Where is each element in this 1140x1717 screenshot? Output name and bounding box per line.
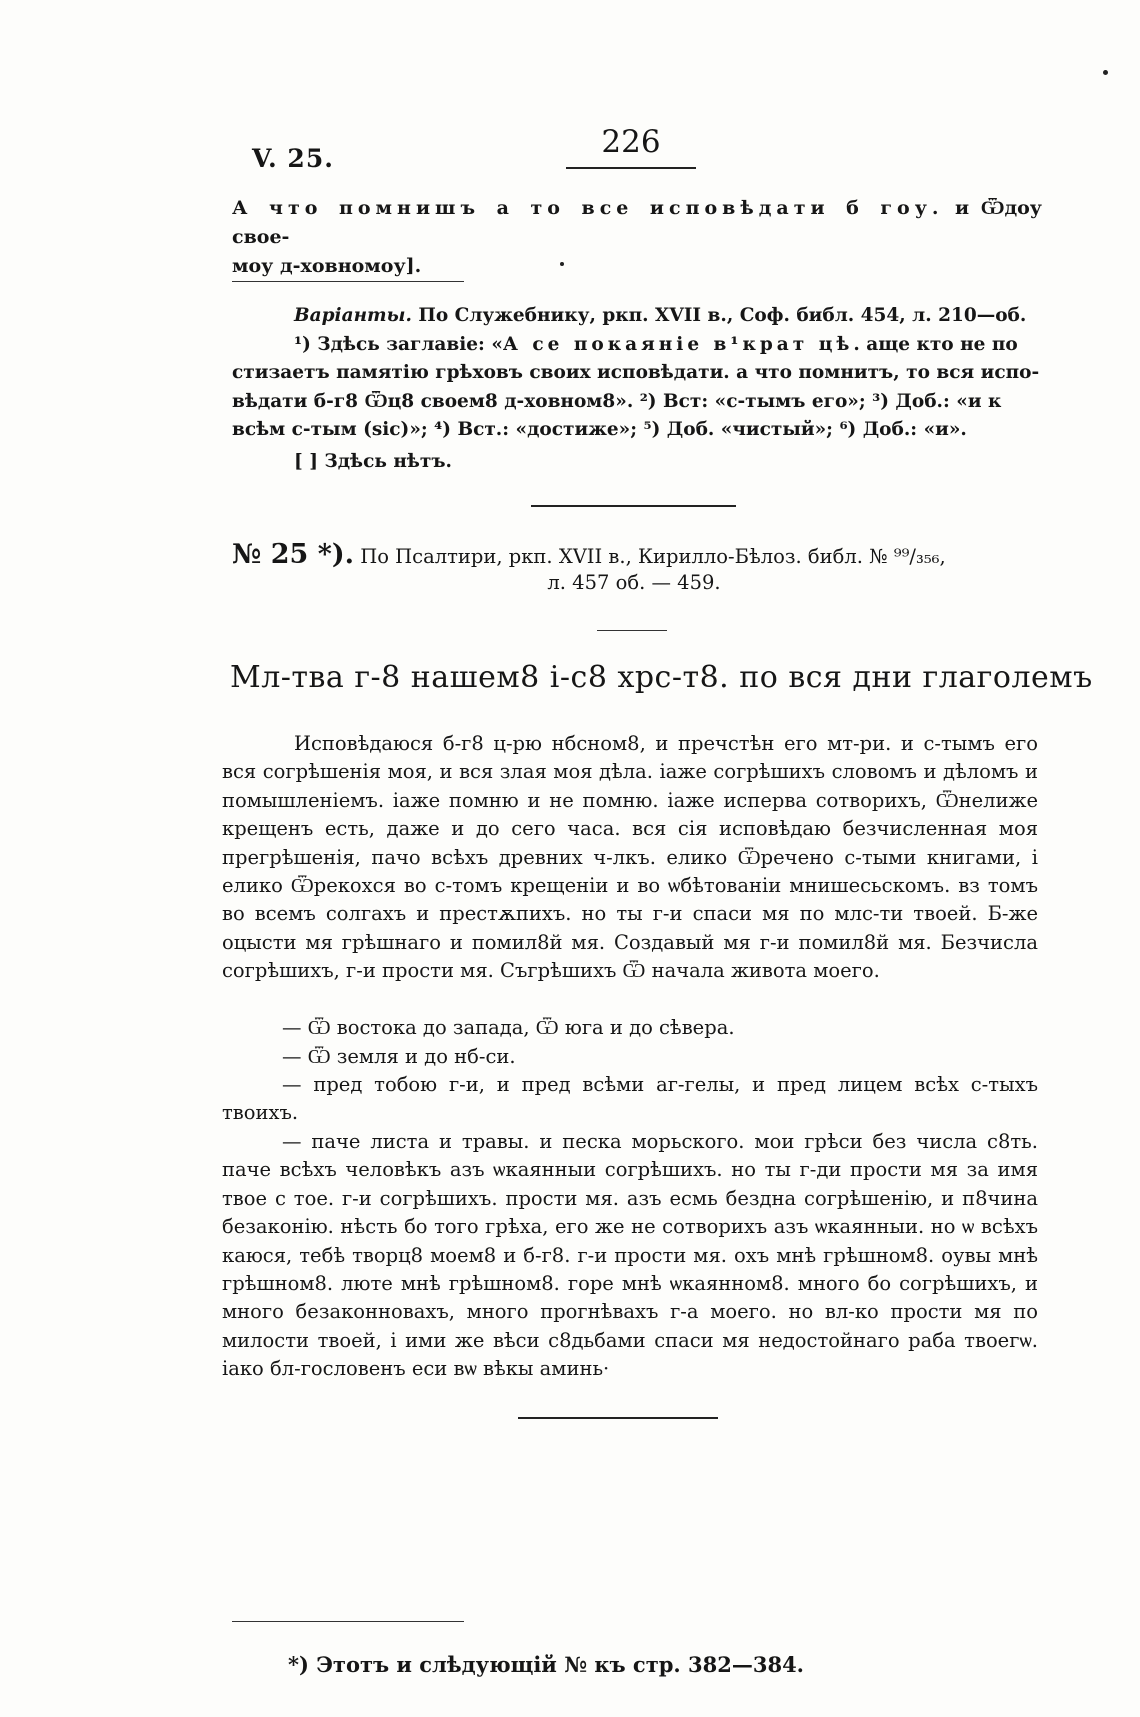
prayer-item-1: — Ѿ востока до запада, Ѿ юга и до сѣвера. [282,1016,735,1039]
variants-line6: [ ] Здѣсь нѣтъ. [294,450,452,472]
variants-source: По Служебнику, ркп. XVII в., Соф. библ. 454, л. 210—об. [411,305,1027,326]
closing-divider [518,1417,718,1419]
running-head: V. 25. [252,144,334,173]
variants-line5: всѣм с-тым (sic)»; ⁴) Вст.: «достиже»; ⁵) Доб. «чистый»; ⁶) Доб.: «и». [232,419,967,440]
variants-block [232,302,1042,476]
previous-text-spaced: А что помнишъ а то все исповѣдати б гоу. [232,197,944,219]
page-number-underline [566,167,696,169]
previous-text-rest: и Ѿдоу свое- [232,197,1042,248]
page-number: 226 [601,124,661,160]
prayer-title: Мл-тва г-8 нашем8 і-с8 хрс-т8. по вся дни глаголемъ [230,660,1093,695]
entry-source-line2: л. 457 об. — 459. [547,571,721,594]
variants-line3: стизаетъ памятію грѣховъ своих исповѣдати. а что помнитъ, то вся испо- [232,362,1040,383]
prayer-item-2: — Ѿ земля и до нб-си. [282,1045,516,1068]
prayer-item-4: — паче листа и травы. и песка морьского. мои грѣси без числа с8ть. паче всѣхъ человѣкъ азъ ѡкаянныи согрѣшихъ. но ты г-ди прости мя за имя твое с тое. г-и согрѣшихъ. прости мя. азъ есмь бездна согрѣшенію, и п8чина безаконію. нѣсть бо того грѣха, его же не сотворихъ азъ ѡкаянныи. но ѡ всѣхъ каюся, тебѣ творц8 моем8 и б-г8. г-и прости мя. охъ мнѣ грѣшном8. оувы мнѣ грѣшном8. люте мнѣ грѣшном8. горе мнѣ ѡкаянном8. много бо согрѣшихъ, и много безаконновахъ, много прогнѣвахъ г-а моего. но вл-ко прости мя по милости твоей, і ими же вѣси с8дьбами спаси мя недостойнаго раба твоегѡ. іако бл-гословенъ еси вѡ вѣкы аминь· [222,1130,1038,1381]
variants-line4: вѣдати б-г8 Ѿц8 своем8 д-ховном8». ²) Вст: «с-тымъ его»; ³) Доб.: «и к [232,390,1002,412]
stray-dot [560,262,564,266]
previous-text-line2: моу д-ховномоу]. [232,255,422,277]
variants-line1 [232,302,1042,331]
prayer-paragraph-1: Исповѣдаюся б-г8 ц-рю нбсном8, и пречстѣн его мт-ри. и с-тымъ его вся согрѣшенія моя, и вся злая моя дѣла. іаже согрѣшихъ словомъ и дѣломъ и помышленіемъ. іаже помню и не помню. іаже исперва сотворихъ, Ѿнелиже крещенъ есть, даже и до сего часа. вся сія исповѣдаю безчисленная моя прегрѣшенія, пачо всѣхъ древних ч-лкъ. елико Ѿречено с-тыми книгами, і елико Ѿрекохся во с-томъ крещеніи и во ѡбѣтованіи мнишесьскомъ. вз томъ во всемъ солгахъ и престѫпихъ. но ты г-и спаси мя по млс-ти твоей. Б-же оцысти мя грѣшнаго и помил8й мя. Создавый мя г-и помил8й мя. Безчисла согрѣшихъ, г-и прости мя. Съгрѣшихъ Ѿ начала живота моего. [222,732,1038,983]
prayer-item-3: — пред тобою г-и, и пред всѣми аг-гелы, и пред лицем всѣх с-тыхъ твоихъ. [222,1073,1038,1125]
variants-label: Варіанты. [294,305,412,326]
footnote: *) Этотъ и слѣдующій № къ стр. 382—384. [288,1652,804,1677]
previous-text [232,194,1042,281]
variants-divider [232,281,464,282]
entry-source-line1: По Псалтири, ркп. XVII в., Кирилло-Бѣлоз. библ. № ⁹⁹/₃₅₆, [354,545,946,568]
section-divider [531,505,736,507]
variants-line2: ¹) Здѣсь заглавіе: «А се покаяніе в¹крат цѣ. аще кто не по [294,333,1018,355]
prayer-body [222,730,1038,986]
margin-dot [1103,70,1108,75]
title-divider [597,630,667,631]
entry-number: № 25 *). [232,539,355,570]
footnote-divider [232,1621,464,1622]
